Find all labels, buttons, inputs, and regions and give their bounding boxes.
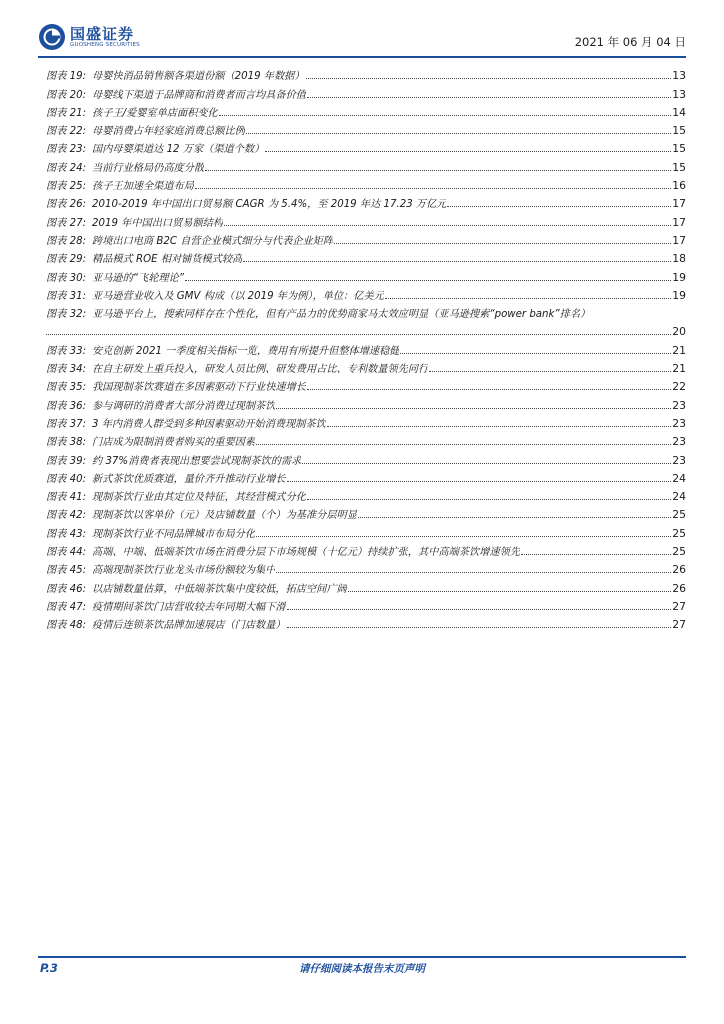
guosheng-logo-icon — [38, 23, 66, 51]
toc-leader-dots — [276, 407, 671, 409]
toc-entry[interactable] — [46, 412, 686, 430]
toc-entry[interactable] — [46, 155, 686, 173]
table-of-figures — [46, 64, 686, 631]
toc-leader-dots — [307, 388, 671, 390]
toc-entry[interactable] — [46, 485, 686, 503]
toc-entry-page: 23 — [672, 435, 686, 449]
toc-entry-page: 23 — [672, 398, 686, 412]
toc-entry-page: 13 — [672, 87, 686, 101]
toc-entry-label: 图表 43: — [46, 528, 87, 540]
toc-entry-title: 母婴消费占年轻家庭消费总额比例 — [92, 126, 245, 138]
toc-entry[interactable] — [46, 375, 686, 393]
toc-entry[interactable] — [46, 338, 686, 356]
toc-entry-label: 图表 28: — [46, 235, 87, 247]
toc-entry[interactable] — [46, 64, 686, 82]
toc-entry-page: 20 — [672, 325, 686, 339]
toc-entry-label: 图表 29: — [46, 254, 87, 266]
toc-leader-dots — [243, 260, 671, 262]
toc-entry-page: 25 — [672, 526, 686, 540]
toc-leader-dots — [521, 553, 671, 555]
toc-entry-label: 图表 47: — [46, 601, 87, 613]
toc-entry-label: 图表 27: — [46, 217, 87, 229]
toc-entry[interactable] — [46, 595, 686, 613]
toc-leader-dots — [276, 571, 671, 573]
toc-entry-page: 23 — [672, 453, 686, 467]
toc-leader-dots — [205, 169, 671, 171]
toc-entry[interactable] — [46, 192, 686, 210]
toc-leader-dots — [385, 297, 671, 299]
toc-leader-dots — [348, 590, 672, 592]
toc-entry-title: 亚马逊营业收入及 GMV 构成（以 2019 年为例），单位：亿美元 — [92, 290, 384, 302]
toc-entry-label: 图表 41: — [46, 492, 87, 504]
toc-entry-label: 图表 30: — [46, 272, 87, 284]
toc-entry-title: 母婴线下渠道于品牌商和消费者而言均具备价值 — [92, 89, 306, 101]
toc-leader-dots — [195, 187, 671, 189]
toc-entry-page: 25 — [672, 545, 686, 559]
toc-entry-title: 门店成为限制消费者购买的重要因素 — [92, 437, 256, 449]
toc-leader-dots — [307, 498, 671, 500]
toc-entry-page: 24 — [672, 471, 686, 485]
toc-entry[interactable] — [46, 284, 686, 302]
toc-leader-dots — [224, 224, 671, 226]
toc-entry[interactable] — [46, 448, 686, 466]
toc-leader-dots — [256, 535, 671, 537]
toc-entry-page: 25 — [672, 508, 686, 522]
toc-entry[interactable] — [46, 302, 686, 320]
toc-entry-page: 13 — [672, 69, 686, 83]
toc-entry-title: 3 年内消费人群受到多种因素驱动开始消费现制茶饮 — [92, 418, 326, 430]
toc-entry-label: 图表 31: — [46, 290, 87, 302]
toc-entry-title: 疫情后连锁茶饮品牌加速展店（门店数量） — [92, 620, 286, 632]
toc-entry-title: 疫情期间茶饮门店营收较去年同期大幅下滑 — [92, 601, 286, 613]
toc-leader-dots — [185, 279, 671, 281]
toc-entry[interactable] — [46, 613, 686, 631]
toc-leader-dots — [265, 150, 671, 152]
toc-entry-label: 图表 22: — [46, 126, 87, 138]
toc-leader-dots — [307, 96, 671, 98]
toc-leader-dots — [46, 333, 671, 335]
logo-english-name: GUOSHENG SECURITIES — [70, 41, 140, 48]
toc-entry-page: 27 — [672, 599, 686, 613]
toc-entry-page: 15 — [672, 142, 686, 156]
toc-entry-label: 图表 34: — [46, 364, 87, 376]
toc-entry[interactable] — [46, 265, 686, 283]
toc-entry-label: 图表 48: — [46, 620, 87, 632]
toc-entry-title: 跨境出口电商 B2C 自营企业模式细分与代表企业矩阵 — [92, 235, 334, 247]
toc-entry[interactable] — [46, 101, 686, 119]
toc-entry-label: 图表 35: — [46, 382, 87, 394]
logo-chinese-name: 国盛证券 — [70, 24, 135, 43]
toc-entry-label: 图表 25: — [46, 181, 87, 193]
toc-entry-label: 图表 32: — [46, 309, 87, 321]
toc-list-part2 — [46, 338, 686, 631]
toc-entry[interactable] — [46, 393, 686, 411]
toc-entry-title: 以店铺数量估算，中低端茶饮集中度较低，拓店空间广阔 — [92, 583, 347, 595]
toc-entry-label: 图表 46: — [46, 583, 87, 595]
toc-entry-label: 图表 21: — [46, 107, 87, 119]
toc-entry-page: 21 — [672, 343, 686, 357]
toc-entry-label: 图表 39: — [46, 455, 87, 467]
toc-leader-dots — [306, 77, 672, 79]
toc-entry-page: 17 — [672, 215, 686, 229]
toc-entry-label: 图表 23: — [46, 144, 87, 156]
toc-list-part1 — [46, 64, 686, 302]
header-divider — [38, 56, 686, 58]
toc-entry-title: 母婴快消品销售额各渠道份额（2019 年数据） — [92, 71, 305, 83]
toc-entry-label: 图表 40: — [46, 473, 87, 485]
toc-leader-dots — [256, 443, 671, 445]
toc-leader-dots — [327, 425, 671, 427]
toc-entry[interactable] — [46, 229, 686, 247]
toc-entry-title: 精品模式 ROE 相对铺货模式较高 — [92, 254, 243, 266]
toc-leader-dots — [334, 242, 671, 244]
toc-entry[interactable] — [46, 247, 686, 265]
toc-entry-label: 图表 37: — [46, 418, 87, 430]
toc-leader-dots — [246, 132, 671, 134]
toc-entry-title: 新式茶饮优质赛道，量价齐升推动行业增长 — [92, 473, 286, 485]
toc-leader-dots — [287, 480, 672, 482]
company-logo — [38, 22, 140, 52]
page-header — [38, 18, 686, 54]
toc-leader-dots — [447, 205, 671, 207]
toc-entry-label: 图表 42: — [46, 510, 87, 522]
toc-entry-label: 图表 36: — [46, 400, 87, 412]
toc-entry-page: 23 — [672, 416, 686, 430]
toc-entry-page: 18 — [672, 252, 686, 266]
toc-entry-title: 2019 年中国出口贸易额结构 — [92, 217, 224, 229]
toc-entry[interactable] — [46, 82, 686, 100]
toc-leader-dots — [287, 626, 672, 628]
toc-entry[interactable] — [46, 210, 686, 228]
toc-entry-label: 图表 20: — [46, 89, 87, 101]
toc-entry-page: 26 — [672, 581, 686, 595]
footer-divider — [38, 956, 686, 958]
toc-entry-label: 图表 19: — [46, 71, 87, 83]
toc-entry[interactable] — [46, 467, 686, 485]
toc-leader-dots — [358, 516, 671, 518]
toc-entry-title: 孩子王/爱婴室单店面积变化 — [92, 107, 218, 119]
page-number: P.3 — [40, 961, 58, 975]
toc-entry-title: 我国现制茶饮赛道在多因素驱动下行业快速增长 — [92, 382, 306, 394]
toc-entry[interactable] — [46, 430, 686, 448]
toc-entry-title: 高端现制茶饮行业龙头市场份额较为集中 — [92, 565, 276, 577]
toc-entry-title: 现制茶饮行业由其定位及特征，其经营模式分化 — [92, 492, 306, 504]
toc-entry-title: 高端、中端、低端茶饮市场在消费分层下市场规模（十亿元）持续扩张，其中高端茶饮增速领先 — [92, 547, 520, 559]
toc-entry-page: 21 — [672, 362, 686, 376]
toc-leader-dots — [429, 370, 671, 372]
toc-entry-page: 15 — [672, 124, 686, 138]
toc-entry[interactable] — [46, 357, 686, 375]
toc-entry-label: 图表 45: — [46, 565, 87, 577]
toc-entry[interactable] — [46, 540, 686, 558]
toc-entry-page: 22 — [672, 380, 686, 394]
toc-entry[interactable] — [46, 521, 686, 539]
toc-entry-page: 26 — [672, 563, 686, 577]
toc-entry-label: 图表 24: — [46, 162, 87, 174]
toc-entry-label: 图表 38: — [46, 437, 87, 449]
toc-entry[interactable] — [46, 174, 686, 192]
toc-entry[interactable] — [46, 119, 686, 137]
toc-entry-page: 16 — [672, 179, 686, 193]
toc-entry-title: 现制茶饮行业不同品牌城市布局分化 — [92, 528, 256, 540]
toc-leader-dots — [287, 608, 672, 610]
toc-entry-label: 图表 33: — [46, 345, 87, 357]
toc-entry-page: 24 — [672, 490, 686, 504]
toc-entry-label: 图表 44: — [46, 547, 87, 559]
toc-entry-title: 2010-2019 年中国出口贸易额 CAGR 为 5.4%，至 2019 年达 17.23 万亿元 — [92, 199, 447, 211]
toc-entry-title: 安克创新 2021 一季度相关指标一览，费用有所提升但整体增速稳健 — [92, 345, 400, 357]
toc-entry-title: 亚马逊的“飞轮理论” — [92, 272, 185, 284]
toc-entry-title: 亚马逊平台上，搜索同样存在个性化，但有产品力的优势商家马太效应明显（亚马逊搜索“power bank”排名） — [92, 309, 591, 321]
toc-entry-title: 孩子王加速全渠道布局 — [92, 181, 194, 193]
toc-entry-title: 参与调研的消费者大部分消费过现制茶饮 — [92, 400, 276, 412]
toc-entry-title: 在自主研发上重兵投入，研发人员比例、研发费用占比、专利数量领先同行 — [92, 364, 429, 376]
toc-entry-page: 27 — [672, 618, 686, 632]
toc-entry-page: 14 — [672, 105, 686, 119]
toc-entry-title: 约 37%消费者表现出想要尝试现制茶饮的需求 — [92, 455, 302, 467]
toc-leader-dots — [400, 352, 671, 354]
toc-entry-page: 19 — [672, 288, 686, 302]
toc-entry-page: 19 — [672, 270, 686, 284]
toc-entry-continuation[interactable] — [46, 320, 686, 338]
toc-leader-dots — [302, 462, 671, 464]
toc-entry-page: 15 — [672, 160, 686, 174]
toc-entry[interactable] — [46, 576, 686, 594]
disclaimer-note: 请仔细阅读本报告末页声明 — [299, 963, 425, 975]
report-date: 2021 年 06 月 04 日 — [574, 35, 686, 49]
toc-leader-dots — [219, 114, 672, 116]
toc-entry-label: 图表 26: — [46, 199, 87, 211]
toc-entry-page: 17 — [672, 197, 686, 211]
toc-entry[interactable] — [46, 137, 686, 155]
toc-entry[interactable] — [46, 503, 686, 521]
toc-entry-title: 国内母婴渠道达 12 万家（渠道个数） — [92, 144, 265, 156]
toc-entry-title: 现制茶饮以客单价（元）及店铺数量（个）为基准分层明显 — [92, 510, 357, 522]
toc-entry-page: 17 — [672, 233, 686, 247]
toc-entry-title: 当前行业格局仍高度分散 — [92, 162, 205, 174]
toc-entry[interactable] — [46, 558, 686, 576]
